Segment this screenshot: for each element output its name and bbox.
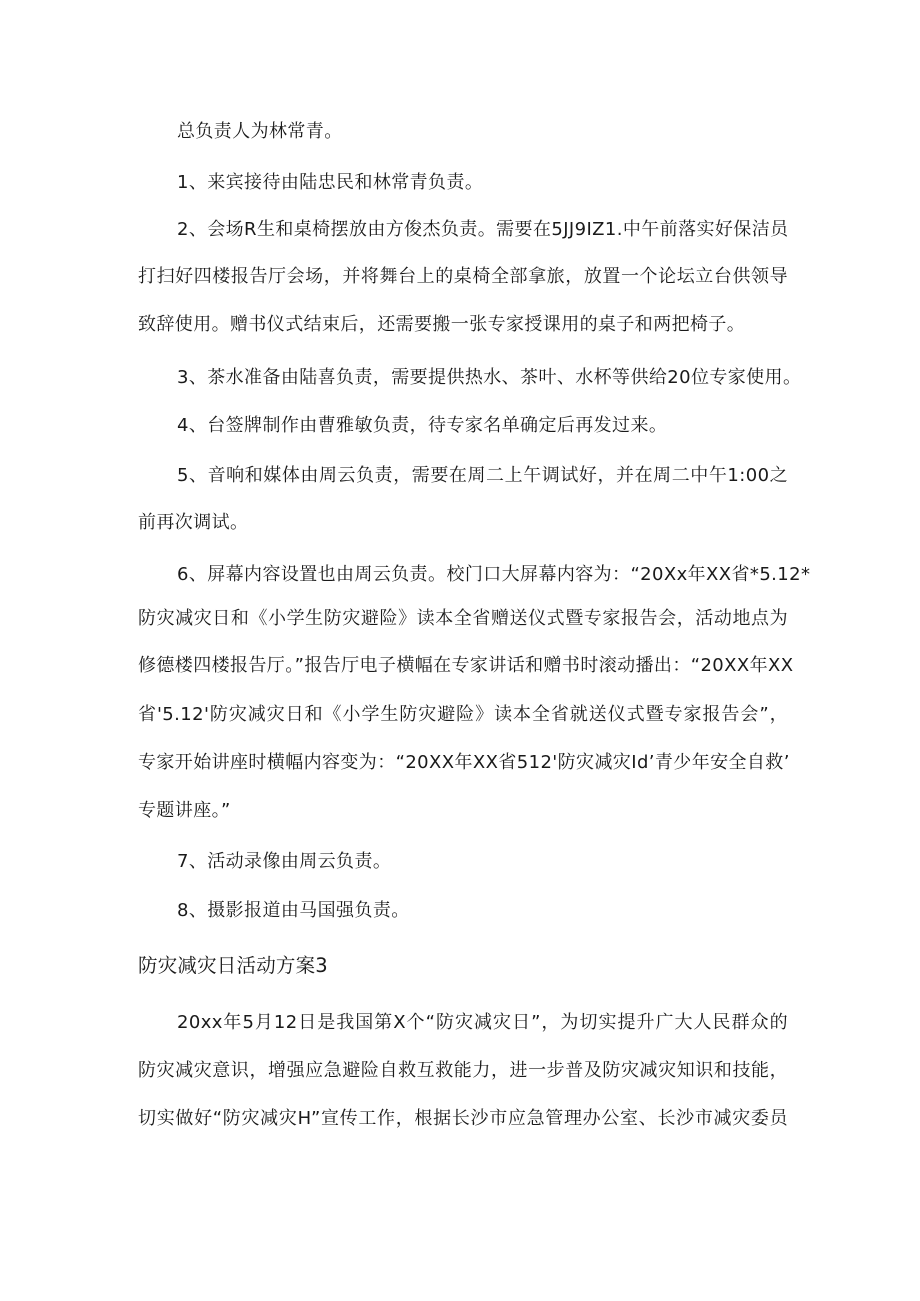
list-item-2-line-1: 2、会场R生和桌椅摆放由方俊杰负责。需要在5JJ9IZ1.中午前落实好保洁员 — [177, 219, 789, 240]
list-item-6-line-4: 省'5.12'防灾减灾日和《小学生防灾避险》读本全省就送仪式暨专家报告会”， — [138, 704, 788, 725]
list-item-8: 8、摄影报道由马国强负责。 — [177, 900, 410, 921]
list-item-2-line-3: 致辞使用。赠书仪式结束后，还需要搬一张专家授课用的桌子和两把椅子。 — [138, 314, 746, 335]
list-item-3: 3、茶水准备由陆喜负责，需要提供热水、茶叶、水杯等供给20位专家使用。 — [177, 367, 802, 388]
list-item-4: 4、台签牌制作由曹雅敏负责，待专家名单确定后再发过来。 — [177, 415, 668, 436]
list-item-7: 7、活动录像由周云负责。 — [177, 851, 392, 872]
section-paragraph-line-3: 切实做好“防灾减灾H”宣传工作，根据长沙市应急管理办公室、长沙市减灾委员 — [138, 1108, 788, 1129]
list-item-6-line-2: 防灾减灾日和《小学生防灾避险》读本全省赠送仪式暨专家报告会，活动地点为 — [138, 608, 788, 629]
list-item-5-line-2: 前再次调试。 — [138, 512, 249, 533]
list-item-6-line-5: 专家开始讲座时横幅内容变为：“20XX年XX省512'防灾减灾Id’青少年安全自救’ — [138, 752, 790, 773]
list-item-2-line-2: 打扫好四楼报告厅会场，并将舞台上的桌椅全部拿旅，放置一个论坛立台供领导 — [138, 266, 788, 287]
paragraph-line: 总负责人为林常青。 — [177, 121, 343, 142]
section-heading: 防灾减灾日活动方案3 — [138, 954, 328, 977]
section-paragraph-line-2: 防灾减灾意识，增强应急避险自救互救能力，进一步普及防灾减灾知识和技能， — [138, 1060, 788, 1081]
section-paragraph-line-1: 20xx年5月12日是我国第X个“防灾减灾日”，为切实提升广大人民群众的 — [177, 1012, 788, 1033]
list-item-5-line-1: 5、音响和媒体由周云负责，需要在周二上午调试好，并在周二中午1:00之 — [177, 465, 788, 486]
list-item-1: 1、来宾接待由陆忠民和林常青负责。 — [177, 172, 484, 193]
list-item-6-line-6: 专题讲座。” — [138, 800, 231, 821]
list-item-6-line-3: 修德楼四楼报告厅。”报告厅电子横幅在专家讲话和赠书时滚动播出：“20XX年XX — [138, 655, 794, 676]
list-item-6-line-1: 6、屏幕内容设置也由周云负责。校门口大屏幕内容为：“20Xx年XX省*5.12* — [177, 564, 811, 585]
